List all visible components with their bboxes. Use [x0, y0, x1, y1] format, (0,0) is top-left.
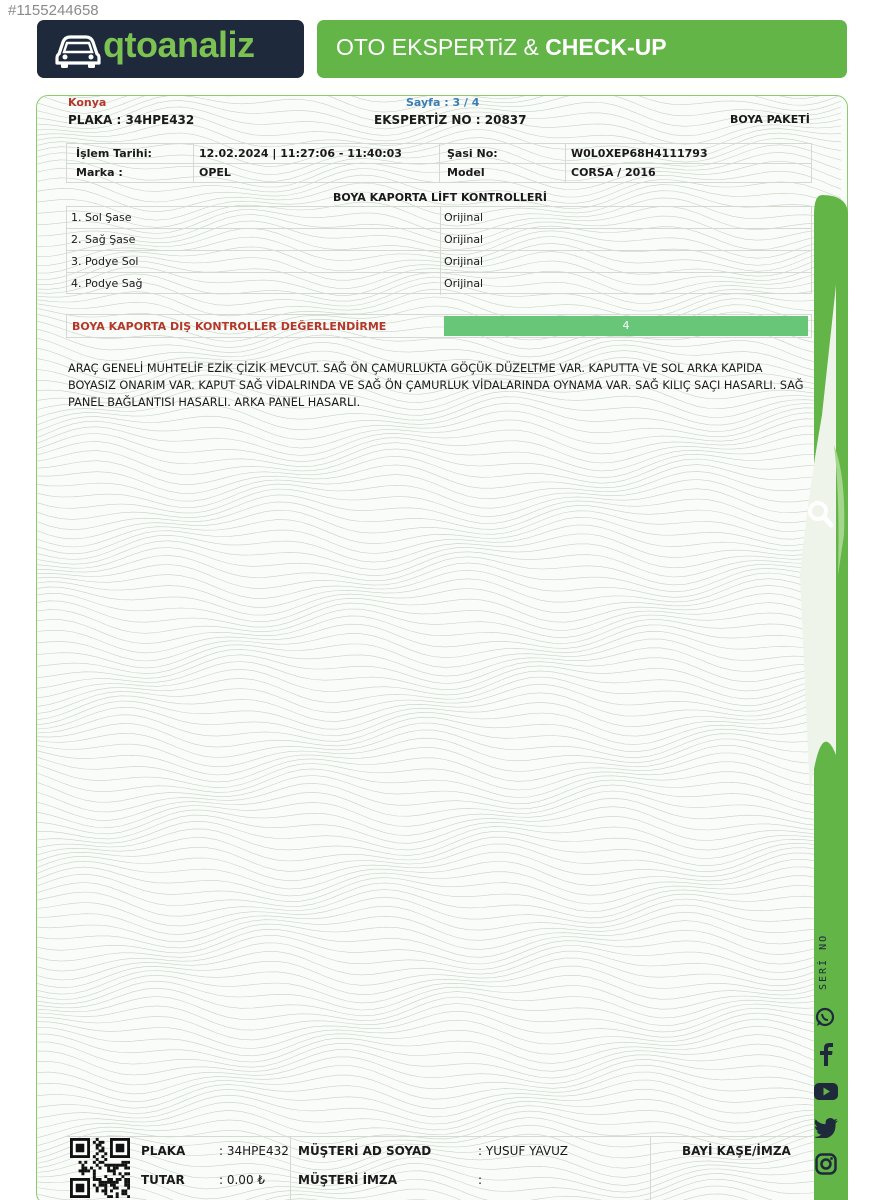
evaluation-score-bar [444, 316, 808, 336]
serial-no-label: SERİ NO [818, 933, 829, 990]
footer-amount-label: TUTAR [141, 1173, 185, 1187]
evaluation-label: BOYA KAPORTA DIŞ KONTROLLER DEĞERLENDİRME [72, 320, 387, 333]
footer-amount-value: : 0.00 ₺ [219, 1173, 266, 1187]
inspection-notes: ARAÇ GENELİ MUHTELİF EZİK ÇİZİK MEVCUT. SAĞ ÖN ÇAMURLUKTA GÖÇÜK DÜZELTME VAR. KAPUTTA VE SOL ARKA KAPIDA BOYASIZ ONARIM VAR. KAPUT SAĞ VİDALRINDA VE SAĞ ÖN ÇAMURLUK VİDALARINDA OYNAMA VAR. SAĞ KILIÇ SAÇI HASARLI. SAĞ PANEL BAĞLANTISI HASARLI. ARKA PANEL HASARLI. [68, 362, 804, 409]
row-value: Orijinal [444, 277, 484, 290]
divider [565, 144, 566, 182]
row-label: 1. Sol Şase [71, 211, 132, 224]
logo-wordmark: qtoanaliz [103, 24, 255, 65]
watermark-id: #1155244658 [8, 2, 99, 19]
lift-section-title: BOYA KAPORTA LİFT KONTROLLERİ [333, 191, 547, 204]
divider [193, 144, 194, 182]
search-icon [806, 498, 834, 534]
table-row [67, 251, 811, 273]
row-label: 2. Sağ Şase [71, 233, 136, 246]
footer-plate-value: : 34HPE432 [219, 1144, 289, 1158]
date-value: 12.02.2024 | 11:27:06 - 11:40:03 [199, 147, 402, 160]
twitter-icon[interactable] [814, 1118, 838, 1142]
row-value: Orijinal [444, 255, 484, 268]
customer-name-label: MÜŞTERİ AD SOYAD [298, 1144, 432, 1158]
brand-logo [37, 20, 304, 78]
chassis-label: Şasi No: [447, 147, 498, 160]
customer-name-value: : YUSUF YAVUZ [478, 1144, 568, 1158]
customer-signature-value: : [478, 1173, 483, 1187]
evaluation-score: 4 [622, 319, 630, 332]
divider [439, 144, 440, 182]
table-row [67, 229, 811, 251]
qr-code[interactable] [70, 1138, 130, 1198]
row-label: 4. Podye Sağ [71, 277, 143, 290]
divider [440, 251, 441, 273]
date-label: İşlem Tarihi: [76, 147, 152, 160]
youtube-icon[interactable] [814, 1083, 838, 1104]
header-title [336, 34, 667, 61]
brand-value: OPEL [199, 166, 231, 179]
table-row [67, 207, 811, 229]
row-value: Orijinal [444, 233, 484, 246]
chassis-value: W0L0XEP68H4111793 [571, 147, 708, 160]
evaluation-row [66, 314, 812, 338]
model-value: CORSA / 2016 [571, 166, 656, 179]
whatsapp-icon[interactable] [814, 1006, 836, 1032]
footer-plate-label: PLAKA [141, 1144, 186, 1158]
brand-label: Marka : [76, 166, 123, 179]
divider [650, 1137, 651, 1200]
divider [440, 207, 441, 229]
divider [290, 1137, 291, 1200]
divider [440, 273, 441, 295]
instagram-icon[interactable] [815, 1153, 837, 1179]
table-row [67, 273, 811, 295]
page-indicator: Sayfa : 3 / 4 [406, 96, 480, 109]
expertise-number: EKSPERTİZ NO : 20837 [374, 113, 527, 127]
row-value: Orijinal [444, 211, 484, 224]
row-label: 3. Podye Sol [71, 255, 139, 268]
plate-number: PLAKA : 34HPE432 [68, 113, 195, 127]
car-icon [55, 28, 101, 70]
dealer-stamp-label: BAYİ KAŞE/İMZA [682, 1144, 791, 1158]
model-label: Model [447, 166, 485, 179]
header-title-banner [317, 20, 847, 78]
facebook-icon[interactable] [817, 1042, 835, 1070]
lift-table [66, 206, 812, 294]
header-title-bold: CHECK-UP [545, 34, 667, 60]
city-label: Konya [68, 96, 107, 109]
customer-signature-label: MÜŞTERİ İMZA [298, 1173, 397, 1187]
divider [440, 229, 441, 251]
package-name: BOYA PAKETİ [730, 113, 810, 126]
header-title-regular: OTO EKSPERTiZ & [336, 34, 546, 60]
